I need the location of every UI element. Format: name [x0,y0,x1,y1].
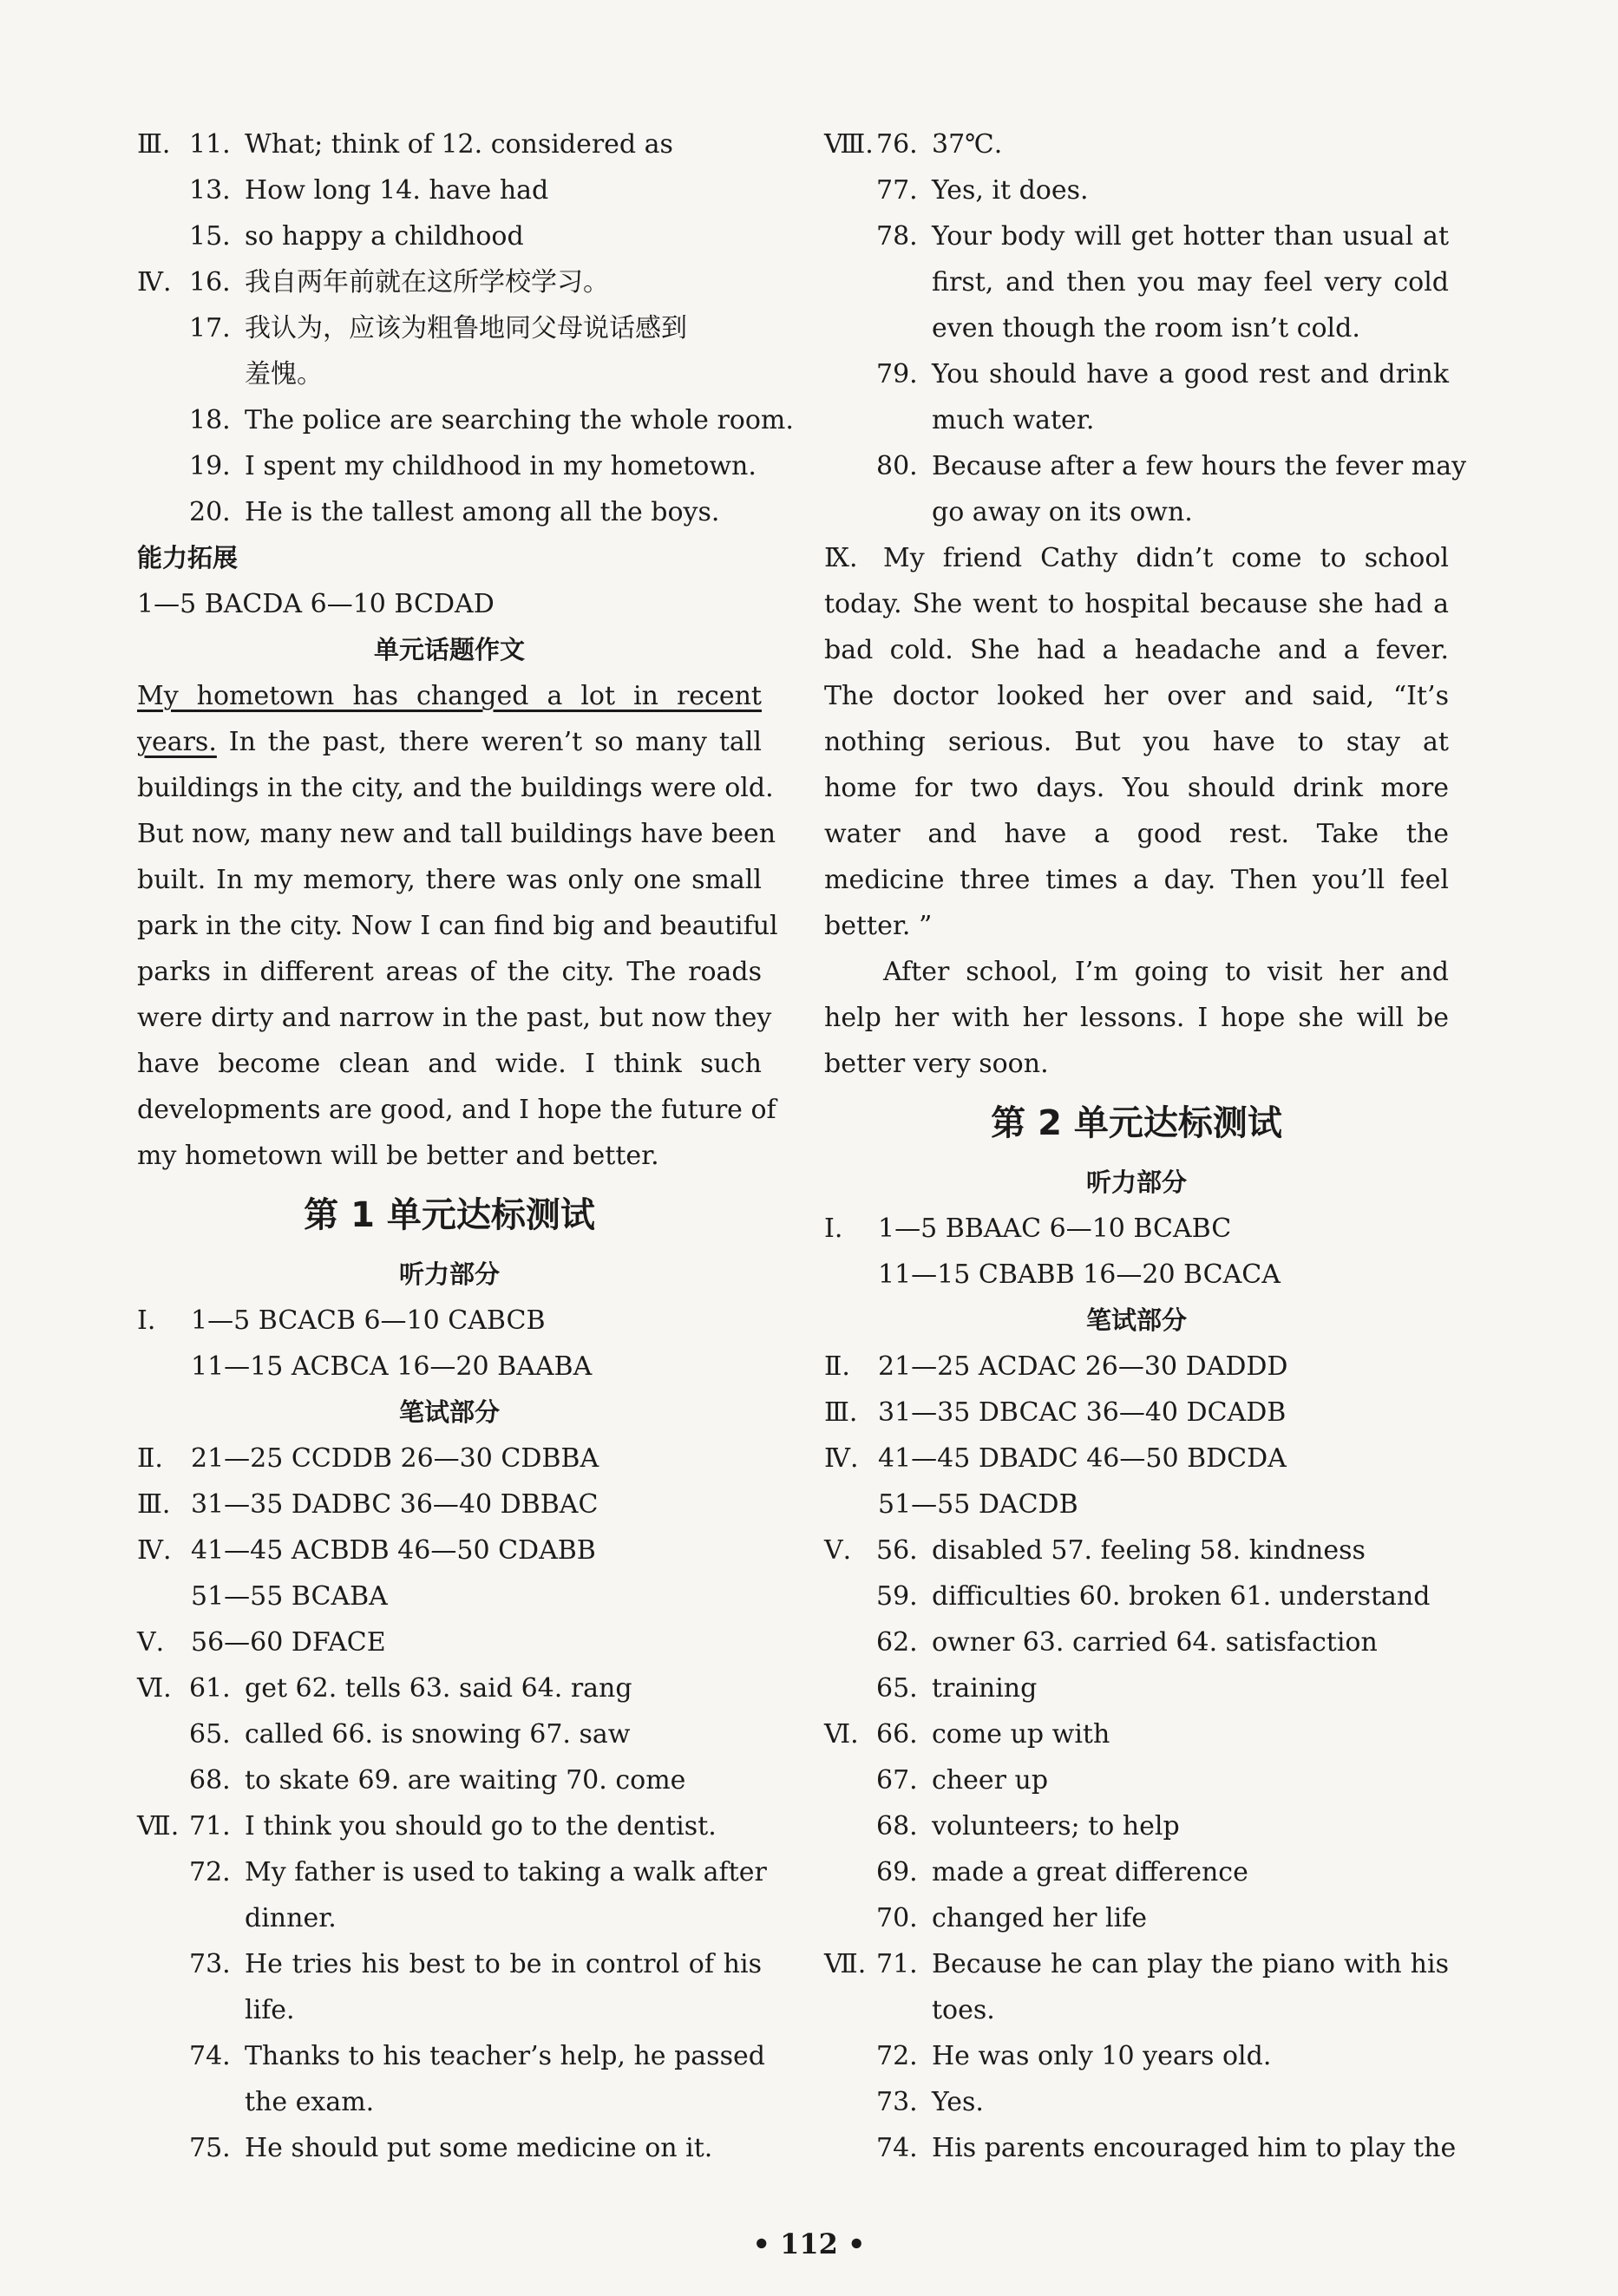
item-text: Because he can play the piano with his [932,1949,1449,1979]
answer-line [137,305,762,351]
answer-line [824,351,1449,397]
answer-line [824,121,1449,167]
composition-text: were dirty and narrow in the past, but now they [137,1003,772,1033]
item-number: 68. [876,1811,918,1841]
essay-line [824,949,1449,995]
item-number: 68. [189,1765,231,1796]
item-text: His parents encouraged him to play the [932,2133,1457,2163]
answer-line [137,1757,762,1803]
answer-line [824,1573,1449,1619]
section-marker: Ⅳ. [824,1443,859,1474]
essay-line [824,719,1449,765]
answer-line [137,1803,762,1849]
item-number: 72. [876,2041,918,2071]
item-text: 1—5 BCACB 6—10 CABCB [191,1305,546,1336]
item-number: 66. [876,1719,918,1750]
composition-text: parks in different areas of the city. The roads [137,957,762,987]
essay-text: home for two days. You should drink more [824,773,1449,803]
essay-line [824,995,1449,1041]
item-text: 41—45 DBADC 46—50 BDCDA [878,1443,1287,1474]
answer-line [824,2125,1457,2171]
answer-line [137,1344,762,1390]
underlined-lead: years. [137,727,217,757]
unit2-title: 第 2 单元达标测试 [991,1103,1282,1143]
answer-line [137,489,762,535]
answer-line [824,1482,1449,1527]
item-text: made a great difference [932,1857,1248,1887]
item-number: 16. [189,267,231,298]
item-number: 19. [189,451,231,481]
item-text: Your body will get hotter than usual at [932,221,1449,252]
item-number: 78. [876,221,918,252]
unit1-title: 第 1 单元达标测试 [304,1195,595,1235]
answer-line [824,1849,1449,1895]
item-text: He is the tallest among all the boys. [245,497,720,527]
item-text: disabled 57. feeling 58. kindness [932,1535,1366,1566]
answer-line [824,259,1449,305]
item-text: 1—5 BBAAC 6—10 BCABC [878,1213,1232,1244]
answer-line [137,1573,762,1619]
right-column [824,121,1467,2171]
composition-text: have become clean and wide. I think such [137,1049,762,1079]
answer-line [824,2033,1449,2079]
composition-text: developments are good, and I hope the future of [137,1095,776,1125]
item-number: 71. [189,1811,231,1841]
section-marker: Ⅰ. [824,1213,843,1244]
answer-line [137,1298,762,1344]
item-text: difficulties 60. broken 61. understand [932,1581,1431,1612]
section-marker: Ⅸ. [824,543,858,573]
item-number: 18. [189,405,231,435]
section-marker: Ⅲ. [137,129,171,160]
item-number: 77. [876,175,918,206]
item-text: to skate 69. are waiting 70. come [245,1765,686,1796]
composition-first-line: My hometown has changed a lot in recent [137,681,762,711]
item-number: 79. [876,359,918,389]
item-text: How long 14. have had [245,175,549,206]
composition-line [137,673,762,719]
answer-line [824,489,1449,535]
answer-line [137,259,762,305]
answer-line [824,1895,1449,1941]
answer-line [137,397,794,443]
item-text: 51—55 BCABA [191,1581,388,1612]
answer-line [824,1527,1449,1573]
section-marker: Ⅷ. [824,129,874,160]
answer-line [824,1344,1449,1390]
answer-line [824,1665,1449,1711]
answer-line [137,1665,762,1711]
answer-line [137,121,762,167]
written-heading: 笔试部分 [1085,1305,1187,1335]
essay-text: today. She went to hospital because she had a [824,589,1449,619]
item-text: 31—35 DADBC 36—40 DBBAC [191,1489,599,1520]
item-text: much water. [932,405,1095,435]
item-text: 11—15 ACBCA 16—20 BAABA [191,1351,593,1382]
item-text: Thanks to his teacher’s help, he passed [245,2041,765,2071]
item-number: 15. [189,221,231,252]
item-text: 羞愧。 [245,359,323,389]
written-heading: 笔试部分 [398,1397,500,1427]
item-text: 21—25 CCDDB 26—30 CDBBA [191,1443,599,1474]
composition-line [137,1041,762,1087]
item-text: get 62. tells 63. said 64. rang [245,1673,632,1704]
essay-text: The doctor looked her over and said, “It’s [824,681,1449,711]
item-text: 21—25 ACDAC 26—30 DADDD [878,1351,1288,1382]
item-text: Yes, it does. [932,175,1089,206]
section-marker: Ⅴ. [824,1535,852,1566]
listening-heading: 听力部分 [398,1259,500,1289]
composition-line [137,811,776,857]
answer-line [137,1527,762,1573]
item-text: Because after a few hours the fever may [932,451,1467,481]
composition-line [137,1087,776,1133]
answer-line [137,1895,762,1941]
item-number: 59. [876,1581,918,1612]
composition-line [137,765,774,811]
item-number: 76. [876,129,918,160]
item-number: 75. [189,2133,231,2163]
answer-line [137,351,762,397]
answer-line [824,1390,1449,1436]
item-text: toes. [932,1995,995,2025]
composition-text: But now, many new and tall buildings have been [137,819,776,849]
answer-line [824,1711,1449,1757]
item-number: 70. [876,1903,918,1933]
item-text: go away on its own. [932,497,1193,527]
answer-line [137,443,762,489]
item-text: The police are searching the whole room. [245,405,794,435]
item-number: 67. [876,1765,918,1796]
item-text: so happy a childhood [245,221,524,252]
item-text: come up with [932,1719,1110,1750]
composition-line [137,857,762,903]
item-text: first, and then you may feel very cold [932,267,1449,298]
item-text: 我认为，应该为粗鲁地同父母说话感到 [245,313,687,343]
section-marker: Ⅶ. [137,1811,180,1841]
answer-line [824,1987,1449,2033]
answer-line [824,2079,1449,2125]
essay-text: help her with her lessons. I hope she will be [824,1003,1449,1033]
item-text: He tries his best to be in control of his [245,1949,762,1979]
left-column [137,121,794,2171]
section-marker: Ⅵ. [137,1673,172,1704]
item-number: 73. [189,1949,231,1979]
item-number: 74. [876,2133,918,2163]
section-marker: Ⅲ. [824,1397,858,1428]
item-text: 11—15 CBABB 16—20 BCACA [878,1259,1281,1290]
item-text: Yes. [932,2087,984,2117]
answer-line [824,1619,1449,1665]
item-text: 41—45 ACBDB 46—50 CDABB [191,1535,596,1566]
item-text: called 66. is snowing 67. saw [245,1719,631,1750]
essay-text: water and have a good rest. Take the [824,819,1449,849]
item-text: owner 63. carried 64. satisfaction [932,1627,1378,1658]
item-number: 20. [189,497,231,527]
essay-line [824,673,1449,719]
item-number: 73. [876,2087,918,2117]
essay-text: medicine three times a day. Then you’ll feel [824,865,1449,895]
ability-heading: 能力拓展 [137,543,239,572]
answer-line [824,1757,1449,1803]
item-number: 72. [189,1857,231,1887]
item-text: I spent my childhood in my hometown. [245,451,757,481]
composition-text [137,719,762,765]
item-number: 62. [876,1627,918,1658]
item-number: 65. [189,1719,231,1750]
composition-text: my hometown will be better and better. [137,1141,659,1171]
item-text: dinner. [245,1903,337,1933]
section-marker: Ⅴ. [137,1627,165,1658]
answer-line [824,1206,1449,1252]
composition-heading: 单元话题作文 [373,635,525,664]
answer-line [137,1987,762,2033]
composition-line [137,995,772,1041]
composition-line [137,719,762,765]
item-number: 61. [189,1673,231,1704]
answer-line [137,1941,762,1987]
item-number: 80. [876,451,918,481]
item-text: even though the room isn’t cold. [932,313,1360,343]
item-number: 56. [876,1535,918,1566]
essay-line [824,627,1449,673]
item-number: 74. [189,2041,231,2071]
item-text: 我自两年前就在这所学校学习。 [245,267,609,298]
essay-line [824,811,1449,857]
section-marker: Ⅳ. [137,1535,172,1566]
item-text: I think you should go to the dentist. [245,1811,717,1841]
composition-text: buildings in the city, and the buildings were old. [137,773,774,803]
item-text: changed her life [932,1903,1148,1933]
item-text: the exam. [245,2087,375,2117]
composition-line [137,903,778,949]
answer-line [824,305,1449,351]
answer-line [137,1711,762,1757]
essay-text: better very soon. [824,1049,1049,1079]
item-number: 11. [189,129,231,160]
composition-text: park in the city. Now I can find big and beautiful [137,911,778,941]
composition-line [137,1133,762,1179]
essay-line [824,857,1449,903]
listening-heading: 听力部分 [1085,1168,1187,1197]
item-text: 56—60 DFACE [191,1627,386,1658]
item-text: 51—55 DACDB [878,1489,1078,1520]
answer-line [824,1436,1449,1482]
essay-text: better. ” [824,911,933,941]
answer-line [824,1941,1449,1987]
item-text: He was only 10 years old. [932,2041,1272,2071]
item-text: volunteers; to help [932,1811,1180,1841]
answer-line [137,1482,762,1527]
section-marker: Ⅲ. [137,1489,171,1520]
answer-line [824,1252,1449,1298]
essay-line [824,581,1449,627]
item-text: cheer up [932,1765,1049,1796]
answer-line [137,1436,762,1482]
item-text: 31—35 DBCAC 36—40 DCADB [878,1397,1287,1428]
composition-text: built. In my memory, there was only one small [137,865,762,895]
answer-line [137,1619,762,1665]
essay-line [824,535,1449,581]
page-number: • 112 • [752,2227,866,2260]
section-marker: Ⅱ. [824,1351,850,1382]
essay-line [824,765,1449,811]
essay-line [824,1041,1449,1087]
essay-line [824,903,1449,949]
essay-text: After school, I’m going to visit her and [883,957,1449,987]
answer-line [824,1803,1449,1849]
essay-text: bad cold. She had a headache and a fever. [824,635,1449,665]
answer-line [137,1849,767,1895]
item-number: 17. [189,313,231,343]
item-number: 65. [876,1673,918,1704]
item-number: 69. [876,1857,918,1887]
section-heading [137,535,762,581]
ability-answers: 1—5 BACDA 6—10 BCDAD [137,589,495,619]
item-text: training [932,1673,1038,1704]
section-marker: Ⅰ. [137,1305,156,1336]
answer-line [137,2033,765,2079]
answer-line [824,397,1449,443]
item-number: 71. [876,1949,918,1979]
item-text: What; think of 12. considered as [245,129,673,160]
section-marker: Ⅶ. [824,1949,867,1979]
section-marker: Ⅳ. [137,267,172,298]
answer-line [824,213,1449,259]
answer-line [137,581,762,627]
section-marker: Ⅵ. [824,1719,859,1750]
answer-line [137,2079,762,2125]
line-rest: In the past, there weren’t so many tall [216,727,762,757]
item-text: 37℃. [932,129,1003,160]
essay-text: nothing serious. But you have to stay at [824,727,1449,757]
item-text: My father is used to taking a walk after [245,1857,767,1887]
essay-first-line: My friend Cathy didn’t come to school [883,543,1449,573]
answer-line [137,2125,762,2171]
section-marker: Ⅱ. [137,1443,163,1474]
answer-line [824,443,1467,489]
answer-line [824,167,1449,213]
answer-line [137,213,762,259]
item-text: You should have a good rest and drink [932,359,1449,389]
item-text: life. [245,1995,295,2025]
answer-line [137,167,762,213]
item-text: He should put some medicine on it. [245,2133,713,2163]
composition-line [137,949,762,995]
item-number: 13. [189,175,231,206]
